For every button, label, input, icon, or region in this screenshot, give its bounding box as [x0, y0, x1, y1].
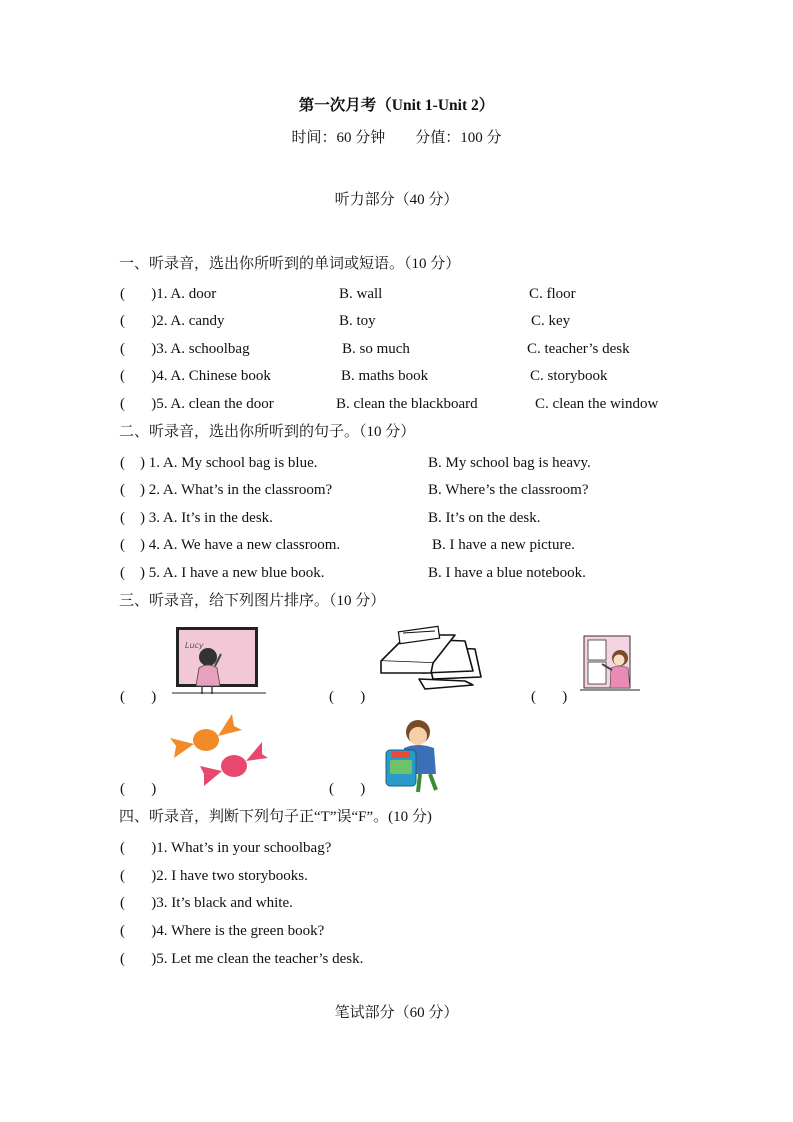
s1-q5-b: B. clean the blackboard	[336, 396, 478, 412]
s3-blank-1: ( )	[120, 689, 157, 705]
blackboard-lucy-text: Lucy	[185, 641, 204, 650]
s1-q1: ( )1. A. door	[120, 286, 217, 302]
s1-q5: ( )5. A. clean the door	[120, 396, 274, 412]
s1-q3-c: C. teacher’s desk	[527, 341, 630, 357]
s1-q4-c: C. storybook	[530, 368, 608, 384]
page-title: 第一次月考（Unit 1-Unit 2）	[298, 97, 495, 114]
s2-q1-a: ( ) 1. A. My school bag is blue.	[120, 455, 318, 471]
s2-q4-b: B. I have a new picture.	[432, 537, 575, 553]
s4-q1: ( )1. What’s in your schoolbag?	[120, 840, 332, 856]
s4-q5: ( )5. Let me clean the teacher’s desk.	[120, 951, 364, 967]
s4-q4: ( )4. Where is the green book?	[120, 923, 325, 939]
s2-q2-b: B. Where’s the classroom?	[428, 482, 589, 498]
s1-q2-c: C. key	[531, 313, 571, 329]
writing-title: 笔试部分（60 分）	[334, 1005, 459, 1021]
s1-q1-c: C. floor	[529, 286, 576, 302]
s1-q3-b: B. so much	[342, 341, 410, 357]
s1-q4-b: B. maths book	[341, 368, 429, 384]
s3-blank-5: ( )	[329, 781, 366, 797]
books-picture	[377, 621, 485, 701]
s2-q5-a: ( ) 5. A. I have a new blue book.	[120, 565, 325, 581]
s3-blank-4: ( )	[120, 781, 157, 797]
s2-q3-b: B. It’s on the desk.	[428, 510, 541, 526]
section3-heading: 三、听录音，给下列图片排序。（10 分）	[119, 593, 386, 609]
s2-q5-b: B. I have a blue notebook.	[428, 565, 586, 581]
s1-q2-b: B. toy	[339, 313, 376, 329]
s4-q3: ( )3. It’s black and white.	[120, 895, 293, 911]
s1-q5-c: C. clean the window	[535, 396, 659, 412]
s3-blank-3: ( )	[531, 689, 568, 705]
s2-q2-a: ( ) 2. A. What’s in the classroom?	[120, 482, 333, 498]
s2-q1-b: B. My school bag is heavy.	[428, 455, 591, 471]
s1-q1-b: B. wall	[339, 286, 383, 302]
listening-title: 听力部分（40 分）	[334, 192, 459, 208]
boy-with-schoolbag-picture	[380, 716, 448, 794]
candies-picture	[168, 708, 268, 794]
section1-heading: 一、听录音，选出你所听到的单词或短语。（10 分）	[119, 256, 461, 272]
s1-q3: ( )3. A. schoolbag	[120, 341, 250, 357]
section2-heading: 二、听录音，选出你所听到的句子。（10 分）	[119, 424, 416, 440]
s2-q3-a: ( ) 3. A. It’s in the desk.	[120, 510, 273, 526]
s1-q4: ( )4. A. Chinese book	[120, 368, 271, 384]
time-score-line: 时间：60 分钟 分值：100 分	[291, 130, 502, 146]
s4-q2: ( )2. I have two storybooks.	[120, 868, 308, 884]
section4-heading: 四、听录音，判断下列句子正“T”误“F”。(10 分)	[119, 809, 432, 825]
s2-q4-a: ( ) 4. A. We have a new classroom.	[120, 537, 341, 553]
girl-at-blackboard-picture	[168, 624, 268, 698]
s3-blank-2: ( )	[329, 689, 366, 705]
girl-cleaning-window-picture	[578, 634, 640, 698]
s1-q2: ( )2. A. candy	[120, 313, 225, 329]
